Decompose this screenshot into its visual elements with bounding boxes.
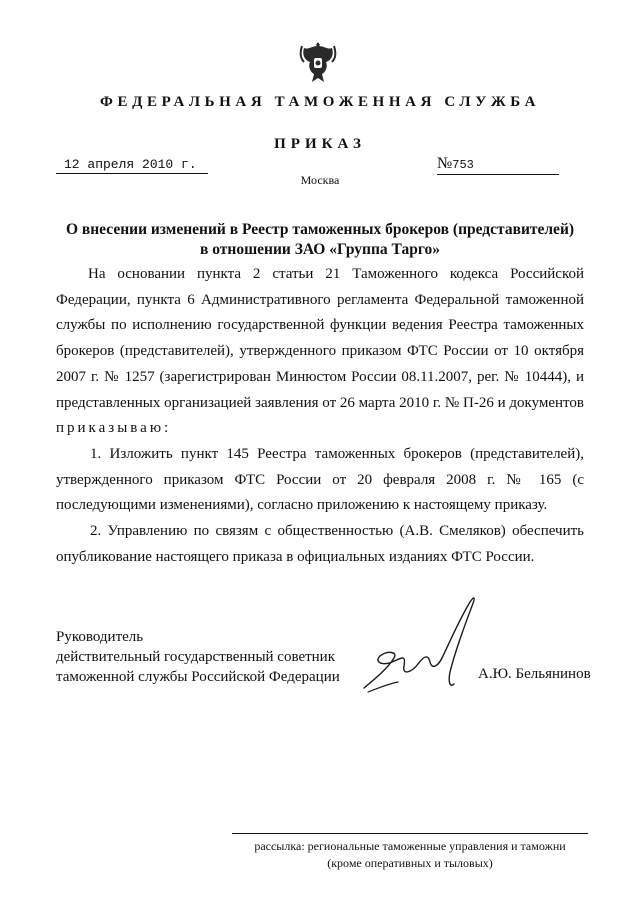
document-body [56, 262, 584, 570]
preamble-text: На основании пункта 2 статьи 21 Таможенного кодекса Российской Федерации, пункта 6 Административного регламента Федеральной таможенной службы по исполнению государственной функции ведения Реестра таможенных брокеров (представителей), утвержденного приказом ФТС России от 10 октября 2007 г. № 1257 (зарегистрирован Минюстом России 08.11.2007, рег. № 10444), и представленных организацией заявления от 26 марта 2010 г. № П-26 и документов [56, 266, 584, 411]
order-item-1: 1. Изложить пункт 145 Реестра таможенных брокеров (представителей), утвержденного приказом ФТС России от 20 февраля 2008 г. № 165 (с последующими изменениями), согласно приложению к настоящему приказу. [56, 445, 584, 514]
distribution-line-2: (кроме оперативных и тыловых) [327, 856, 493, 870]
preamble-paragraph [56, 262, 584, 442]
handwritten-signature [358, 592, 486, 706]
distribution-list [232, 838, 588, 872]
document-title [60, 220, 580, 260]
order-word: приказываю: [56, 420, 172, 437]
document-type: ПРИКАЗ [274, 136, 366, 152]
title-line-1: О внесении изменений в Реестр таможенных брокеров (представителей) [65, 221, 575, 238]
title-line-2: в отношении ЗАО «Группа Тарго» [199, 241, 440, 258]
double-headed-eagle-emblem-icon [298, 38, 338, 88]
signatory-name: А.Ю. Бельянинов [478, 666, 591, 682]
number-sign: № [437, 155, 453, 172]
position-line-3: таможенной службы Российской Федерации [56, 669, 340, 685]
order-number-field [437, 155, 559, 175]
city: Москва [300, 173, 340, 187]
distribution-divider [232, 833, 588, 834]
order-date: 12 апреля 2010 г. [56, 157, 208, 174]
distribution-line-1: рассылка: региональные таможенные управления и таможни [254, 839, 566, 853]
signatory-position [56, 627, 366, 687]
position-line-2: действительный государственный советник [56, 649, 336, 665]
position-line-1: Руководитель [56, 629, 144, 645]
order-item-2: 2. Управлению по связям с общественностью (А.В. Смеляков) обеспечить опубликование настоящего приказа в официальных изданиях ФТС России. [56, 523, 584, 565]
order-number: 753 [452, 158, 474, 172]
agency-name: ФЕДЕРАЛЬНАЯ ТАМОЖЕННАЯ СЛУЖБА [99, 94, 541, 110]
